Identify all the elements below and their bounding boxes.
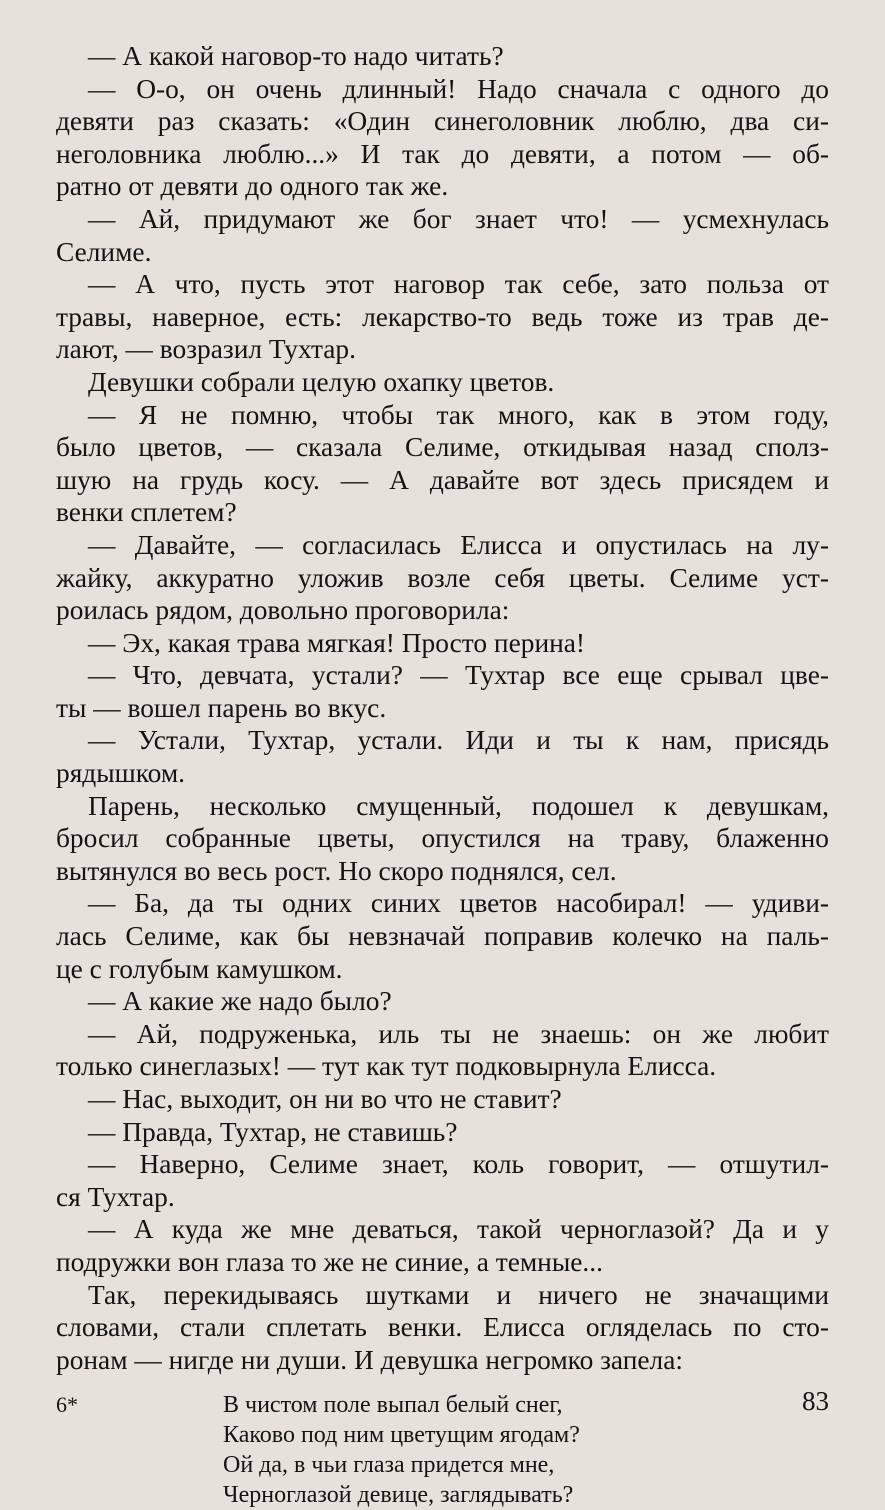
text-line: было цветов, — сказала Селиме, откидывая назад сполз- [56, 432, 829, 463]
text-line: — Наверно, Селиме знает, коль говорит, — отшутил- [88, 1149, 829, 1180]
text-line: — А куда же мне деваться, такой черноглазой? Да и у [88, 1214, 829, 1245]
body-text [56, 40, 829, 1376]
text-line: подружки вон глаза то же не синие, а темные... [56, 1246, 603, 1277]
text-line: неголовника люблю...» И так до девяти, а потом — об- [56, 138, 829, 169]
verse-line: В чистом поле выпал белый снег, [223, 1392, 563, 1419]
text-line: девяти раз сказать: «Один синеголовник люблю, два си- [56, 106, 829, 137]
text-line: — Нас, выходит, он ни во что не ставит? [88, 1084, 562, 1114]
text-line: це с голубым камушком. [56, 953, 343, 984]
text-line: ся Тухтар. [56, 1181, 175, 1212]
text-line: ратно от девяти до одного так же. [56, 171, 449, 202]
verse-line: Черноглазой девице, заглядывать? [223, 1482, 574, 1509]
verse-line: Ой да, в чьи глаза придется мне, [223, 1452, 555, 1479]
text-line: Так, перекидываясь шутками и ничего не значащими [88, 1279, 829, 1310]
signature-mark: 6* [56, 1392, 78, 1417]
text-line: — О-о, он очень длинный! Надо сначала с одного до [88, 73, 829, 104]
text-line: только синеглазых! — тут как тут подковырнула Елисса. [56, 1051, 717, 1082]
text-line: — Давайте, — согласилась Елисса и опустилась на лу- [88, 529, 829, 560]
text-line: — А какой наговор-то надо читать? [88, 41, 504, 71]
text-line: лают, — возразил Тухтар. [56, 334, 356, 365]
text-line: словами, стали сплетать венки. Елисса огляделась по сто- [56, 1312, 829, 1343]
page-number: 83 [802, 1386, 829, 1416]
text-line: роилась рядом, довольно проговорила: [56, 595, 510, 626]
text-line: Девушки собрали целую охапку цветов. [88, 366, 555, 397]
page-footer [56, 1386, 829, 1420]
text-line: Парень, несколько смущенный, подошел к девушкам, [88, 790, 829, 821]
text-line: венки сплетем? [56, 497, 237, 528]
text-line: — Что, девчата, устали? — Тухтар все еще срывал цве- [88, 660, 829, 691]
text-line: — Я не помню, чтобы так много, как в этом году, [88, 399, 829, 430]
text-line: ронам — нигде ни души. И девушка негромко запела: [56, 1344, 683, 1375]
text-line: — Правда, Тухтар, не ставишь? [88, 1116, 458, 1147]
text-line: — А что, пусть этот наговор так себе, зато польза от [88, 269, 829, 300]
text-line: вытянулся во весь рост. Но скоро поднялся, сел. [56, 855, 617, 886]
text-line: — Ай, подруженька, иль ты не знаешь: он же любит [88, 1018, 829, 1049]
text-line: бросил собранные цветы, опустился на траву, блаженно [56, 823, 829, 854]
verse-line: Каково под ним цветущим ягодам? [223, 1422, 580, 1449]
text-line: — Ба, да ты одних синих цветов насобирал! — удиви- [88, 888, 829, 919]
text-line: — А какие же надо было? [88, 986, 392, 1017]
text-line: — Устали, Тухтар, устали. Иди и ты к нам, присядь [88, 725, 829, 756]
text-line: — Ай, придумают же бог знает что! — усмехнулась [88, 203, 829, 234]
text-line: ты — вошел парень во вкус. [56, 692, 387, 723]
text-line: жайку, аккуратно уложив возле себя цветы. Селиме уст- [56, 562, 829, 593]
text-line: Селиме. [56, 236, 152, 267]
text-line: рядышком. [56, 758, 185, 789]
text-line: травы, наверное, есть: лекарство-то ведь тоже из трав де- [56, 301, 829, 332]
text-line: лась Селиме, как бы невзначай поправив колечко на паль- [56, 921, 829, 952]
text-line: шую на грудь косу. — А давайте вот здесь присядем и [56, 464, 829, 495]
text-line: — Эх, какая трава мягкая! Просто перина! [88, 627, 586, 658]
